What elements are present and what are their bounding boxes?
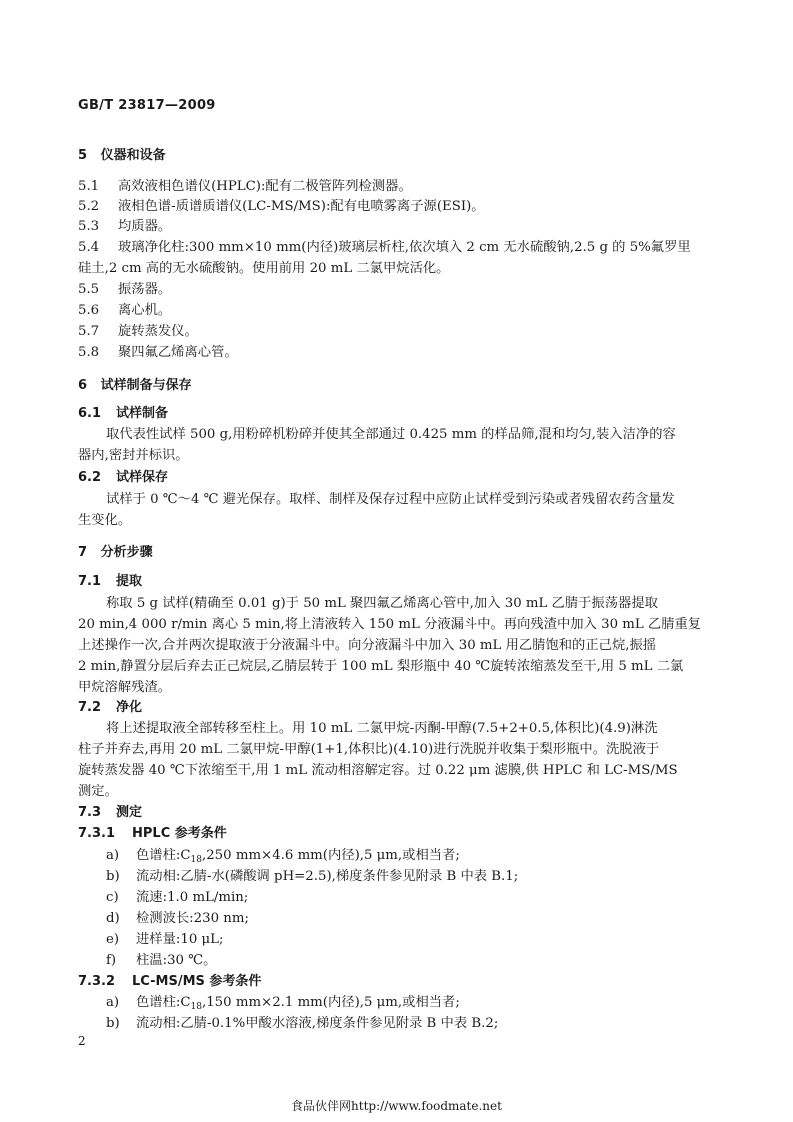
section-7-heading: 7 分析步骤 xyxy=(78,545,153,560)
standard-number: GB/T 23817—2009 xyxy=(78,98,216,113)
s61-line-2: 器内,密封并标识。 xyxy=(78,448,189,463)
section-7-3-2-heading: 7.3.2 LC-MS/MS 参考条件 xyxy=(78,974,262,989)
item-5-6: 5.6 离心机。 xyxy=(78,303,172,318)
s62-line-2: 生变化。 xyxy=(78,513,132,528)
item-5-8: 5.8 聚四氟乙烯离心管。 xyxy=(78,345,238,360)
item-5-1: 5.1 高效液相色谱仪(HPLC):配有二极管阵列检测器。 xyxy=(78,179,412,194)
section-6-2-heading: 6.2 试样保存 xyxy=(78,470,169,485)
s61-line-1: 取代表性试样 500 g,用粉碎机粉碎并使其全部通过 0.425 mm 的样品筛,混和均匀,装入洁净的容 xyxy=(106,427,676,442)
s71-line-4: 2 min,静置分层后弃去正己烷层,乙腈层转于 100 mL 梨形瓶中 40 ℃旋转浓缩蒸发至干,用 5 mL 二氯 xyxy=(78,659,684,674)
item-5-4-cont: 硅土,2 cm 高的无水硫酸钠。使用前用 20 mL 二氯甲烷活化。 xyxy=(78,261,450,276)
s62-line-1: 试样于 0 ℃～4 ℃ 避光保存。取样、制样及保存过程中应防止试样受到污染或者残留农药含量发 xyxy=(106,492,675,507)
hplc-item-a: a) 色谱柱$:C_{18},250$ mm×4.6 mm(内径),5 μm,或相当者; xyxy=(106,848,460,865)
s71-line-3: 上述操作一次,合并两次提取液于分液漏斗中。向分液漏斗中加入 30 mL 用乙腈饱和的正己烷,振摇 xyxy=(78,638,657,653)
section-5-heading: 5 仪器和设备 xyxy=(78,148,166,163)
s72-line-2: 柱子并弃去,再用 20 mL 二氯甲烷-甲醇(1+1,体积比)(4.10)进行洗脱并收集于梨形瓶中。洗脱液于 xyxy=(78,742,660,757)
lcms-item-b: b) 流动相:乙腈-0.1%甲酸水溶液,梯度条件参见附录 B 中表 B.2; xyxy=(106,1016,499,1031)
hplc-item-d: d) 检测波长:230 nm; xyxy=(106,911,249,926)
section-7-2-heading: 7.2 净化 xyxy=(78,700,143,715)
section-7-3-heading: 7.3 测定 xyxy=(78,805,143,820)
s71-line-2: 20 min,4 000 r/min 离心 5 min,将上清液转入 150 mL 分液漏斗中。再向残渣中加入 30 mL 乙腈重复 xyxy=(78,617,702,632)
section-6-heading: 6 试样制备与保存 xyxy=(78,378,192,393)
item-5-2: 5.2 液相色谱-质谱质谱仪(LC-MS/MS):配有电喷雾离子源(ESI)。 xyxy=(78,199,485,214)
s71-line-5: 甲烷溶解残渣。 xyxy=(78,680,172,695)
section-7-3-1-heading: 7.3.1 HPLC 参考条件 xyxy=(78,826,227,841)
item-5-4: 5.4 玻璃净化柱:300 mm×10 mm(内径)玻璃层析柱,依次填入 2 cm 无水硫酸钠,2.5 g 的 5%氟罗里 xyxy=(78,240,691,255)
footer-watermark: 食品伙伴网http://www.foodmate.net xyxy=(291,1099,502,1113)
section-6-1-heading: 6.1 试样制备 xyxy=(78,406,169,421)
s72-line-3: 旋转蒸发器 40 ℃下浓缩至干,用 1 mL 流动相溶解定容。过 0.22 μm 滤膜,供 HPLC 和 LC-MS/MS xyxy=(78,763,678,778)
hplc-item-b: b) 流动相:乙腈-水(磷酸调 pH=2.5),梯度条件参见附录 B 中表 B.1; xyxy=(106,869,519,884)
lcms-item-a: a) 色谱柱$:C_{18},150$ mm×2.1 mm(内径),5 μm,或相当者; xyxy=(106,995,460,1012)
item-5-5: 5.5 振荡器。 xyxy=(78,282,172,297)
hplc-item-f: f) 柱温:30 ℃。 xyxy=(106,953,217,968)
section-7-1-heading: 7.1 提取 xyxy=(78,574,143,589)
hplc-item-c: c) 流速:1.0 mL/min; xyxy=(106,890,249,905)
item-5-3: 5.3 均质器。 xyxy=(78,219,172,234)
item-5-7: 5.7 旋转蒸发仪。 xyxy=(78,324,198,339)
page-number: 2 xyxy=(78,1034,86,1048)
s71-line-1: 称取 5 g 试样(精确至 0.01 g)于 50 mL 聚四氟乙烯离心管中,加入 30 mL 乙腈于振荡器提取 xyxy=(106,596,658,611)
s72-line-1: 将上述提取液全部转移至柱上。用 10 mL 二氯甲烷-丙酮-甲醇(7.5+2+0.5,体积比)(4.9)淋洗 xyxy=(106,721,658,736)
s72-line-4: 测定。 xyxy=(78,784,118,799)
hplc-item-e: e) 进样量:10 μL; xyxy=(106,932,224,947)
